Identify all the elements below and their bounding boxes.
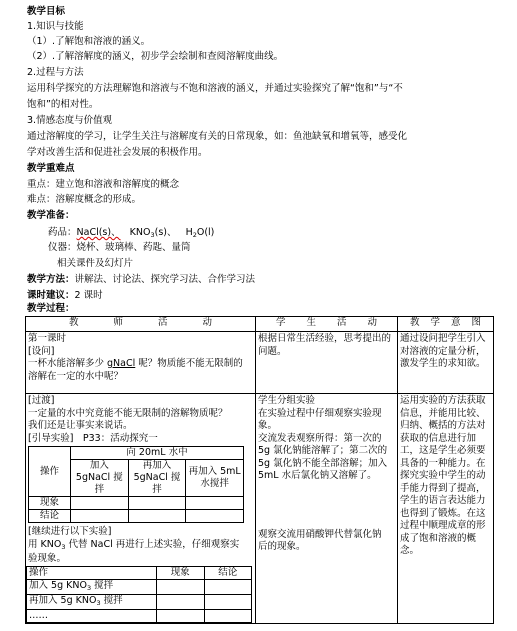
inner2-row-1: 加入 5g $KNO_3$ 搅拌 bbox=[27, 579, 157, 594]
row2-intent-line: 归纳、概括的方法对 bbox=[400, 420, 486, 431]
teaching-process-table bbox=[25, 316, 494, 624]
row2-student-line: 5g 氯化钠能溶解了；第二次的 bbox=[258, 445, 388, 456]
row1-teacher-line: 溶解在一定的水中呢？ bbox=[28, 370, 124, 382]
row1-student bbox=[256, 332, 398, 394]
header-teacher-activity: 教 师 活 动 bbox=[26, 317, 256, 332]
row2-intent bbox=[398, 394, 494, 624]
inner2-row-3: …… bbox=[27, 609, 157, 622]
row2-student-line: 学生分组实验 bbox=[258, 395, 316, 406]
row1-intent-line: 对溶液的定量分析， bbox=[400, 345, 486, 357]
row2-teacher bbox=[26, 394, 256, 624]
drug-kno3-tail: (s)、 bbox=[154, 227, 177, 238]
row2-intent-line: 具备的一种能力。在 bbox=[400, 457, 486, 469]
inner2-row-2: 再加入 5g $KNO_3$ 搅拌 bbox=[27, 594, 157, 609]
row2-intent-line: 念。 bbox=[400, 545, 420, 556]
methods-text: 讲解法、讨论法、探究学习法、合作学习法 bbox=[74, 274, 256, 285]
row1-intent-line: 激发学生的求知欲。 bbox=[400, 358, 486, 369]
inner-op-label: 操作 bbox=[29, 447, 71, 497]
inner-row-conclusion: 结论 bbox=[29, 510, 71, 523]
methods-label: 教学方法： bbox=[27, 274, 75, 285]
instruments-line: 仪器：烧杯、玻璃棒、药匙、量筒 bbox=[48, 242, 191, 253]
courseware-line: 相关课件及幻灯片 bbox=[57, 258, 134, 269]
row1-teacher-line: 第一课时 bbox=[28, 333, 67, 344]
objective-item-1: （1）.了解饱和溶液的涵义。 bbox=[27, 36, 151, 47]
drugs-line bbox=[48, 226, 214, 242]
inner-caption: 向 20mL 水中 bbox=[71, 447, 244, 460]
row2-teacher-line: [过渡] bbox=[28, 395, 55, 406]
methods-line bbox=[27, 273, 255, 286]
header-teaching-intent: 教 学 意 图 bbox=[398, 317, 494, 332]
key-points-title: 教学重难点 bbox=[27, 163, 75, 174]
row2-intent-line: 获取的信息进行加 bbox=[400, 432, 477, 444]
process-title: 教学过程： bbox=[27, 303, 75, 314]
experiment-table-kno3 bbox=[26, 566, 252, 623]
row2-student-line: 5mL 水后氯化钠又溶解了。 bbox=[258, 470, 377, 481]
row2-intent-line: 手能力得到了提高， bbox=[400, 482, 486, 494]
row1-intent-line: 通过设问把学生引入 bbox=[400, 333, 486, 344]
row2-student-line: 象。 bbox=[258, 420, 278, 431]
row1-teacher-line: [设问] bbox=[28, 345, 55, 357]
row2-teacher-line: [引导实验] P33：活动探究一 bbox=[28, 432, 158, 444]
row2-student bbox=[256, 394, 398, 624]
row1-intent bbox=[398, 332, 494, 394]
row2-student-line: 交流发表观察所得：第一次的 bbox=[258, 432, 382, 444]
key-point: 重点：建立饱和溶液和溶解度的概念 bbox=[27, 179, 180, 190]
row2-student-line: 后的现象。 bbox=[258, 541, 306, 552]
row2-intent-line: 探究实验中学生的动 bbox=[400, 470, 486, 481]
drug-kno3: KNO bbox=[129, 227, 151, 238]
row2-intent-line: 也得到了锻炼。在这 bbox=[400, 507, 486, 519]
row2-student-line: 在实验过程中仔细观察实验现 bbox=[258, 407, 382, 419]
emotion-values-text-2: 学对改善生活和促进社会发展的积极作用。 bbox=[27, 147, 208, 158]
drug-nacl: NaCl(s)、 bbox=[76, 227, 121, 238]
row2-student-line: 5g 氯化钠不能全部溶解；加入 bbox=[258, 457, 388, 469]
row2-continue-line: 验现象。 bbox=[28, 553, 67, 564]
row2-intent-line: 学生的语言表达能力 bbox=[400, 495, 486, 506]
table-row bbox=[26, 394, 494, 624]
difficulty-point: 难点：溶解度概念的形成。 bbox=[27, 194, 142, 205]
inner-row-phenomenon: 现象 bbox=[29, 497, 71, 510]
row2-teacher-line: 我们还是让事实来说话。 bbox=[28, 420, 133, 431]
inner2-header-phenomenon: 现象 bbox=[157, 566, 205, 579]
objectives-title: 教学目标 bbox=[27, 6, 66, 17]
experiment-table-nacl bbox=[28, 446, 244, 523]
drug-h2o-tail: O(l) bbox=[196, 227, 215, 238]
inner2-header-op: 操作 bbox=[27, 566, 157, 579]
row1-student-line: 问题。 bbox=[258, 345, 287, 357]
inner-col-3: 再加入 5mL 水搅拌 bbox=[186, 460, 244, 497]
process-method-title: 2.过程与方法 bbox=[27, 67, 84, 78]
drug-kno3-sub: 3 bbox=[150, 231, 155, 239]
row2-intent-line: 运用实验的方法获取 bbox=[400, 395, 486, 406]
row1-teacher bbox=[26, 332, 256, 394]
hours-label: 课时建议： bbox=[27, 290, 75, 301]
drugs-label: 药品： bbox=[48, 227, 77, 238]
drug-h2o-sub: 2 bbox=[192, 231, 197, 239]
row1-student-line: 根据日常生活经验，思考提出的 bbox=[258, 333, 392, 344]
drug-h2o: H bbox=[185, 227, 193, 238]
row2-teacher-line: 一定量的水中究竟能不能无限制的溶解物质呢？ bbox=[28, 407, 228, 419]
hours-line bbox=[27, 289, 103, 302]
process-method-text-2: 饱和”的相对性。 bbox=[27, 99, 99, 110]
preparation-title: 教学准备： bbox=[27, 210, 75, 221]
hours-text: 2 课时 bbox=[74, 290, 103, 301]
row2-continue-kno3: 用 $KNO_3$ 代替 NaCl 再进行上述实验，仔细观察实 bbox=[28, 538, 240, 551]
table-row bbox=[26, 332, 494, 394]
inner2-header-conclusion: 结论 bbox=[204, 566, 252, 579]
table-header-row bbox=[26, 317, 494, 332]
objective-item-2: （2）.了解溶解度的涵义，初步学会绘制和查阅溶解度曲线。 bbox=[27, 51, 284, 62]
process-method-text-1: 运用科学探究的方法理解饱和溶液与不饱和溶液的涵义，并通过实验探究了解“饱和”与“不 bbox=[27, 83, 403, 94]
knowledge-skills-title: 1.知识与技能 bbox=[27, 21, 84, 32]
row2-intent-line: 过程中顺理成章的形 bbox=[400, 520, 486, 531]
row2-intent-line: 成了饱和溶液的概 bbox=[400, 532, 477, 544]
row2-student-line: 观察交流用硝酸钾代替氯化钠 bbox=[258, 528, 382, 540]
emotion-values-title: 3.情感态度与价值观 bbox=[27, 115, 113, 126]
header-student-activity: 学 生 活 动 bbox=[256, 317, 398, 332]
emotion-values-text-1: 通过溶解度的学习，让学生关注与溶解度有关的日常现象，如：鱼池缺氧和增氧等，感受化 bbox=[27, 131, 408, 142]
inner-col-2: 再加入 5gNaCl 搅拌 bbox=[128, 460, 186, 497]
inner-col-1: 加入 5gNaCl 搅拌 bbox=[71, 460, 129, 497]
row2-intent-line: 信息，并能用比较、 bbox=[400, 407, 486, 419]
row1-teacher-question: 一杯水能溶解多少 gNaCl 呢？物质能不能无限制的 bbox=[28, 358, 243, 369]
row2-continue-line: [继续进行以下实验] bbox=[28, 526, 112, 537]
row2-intent-line: 工，这是学生必须要 bbox=[400, 445, 486, 456]
